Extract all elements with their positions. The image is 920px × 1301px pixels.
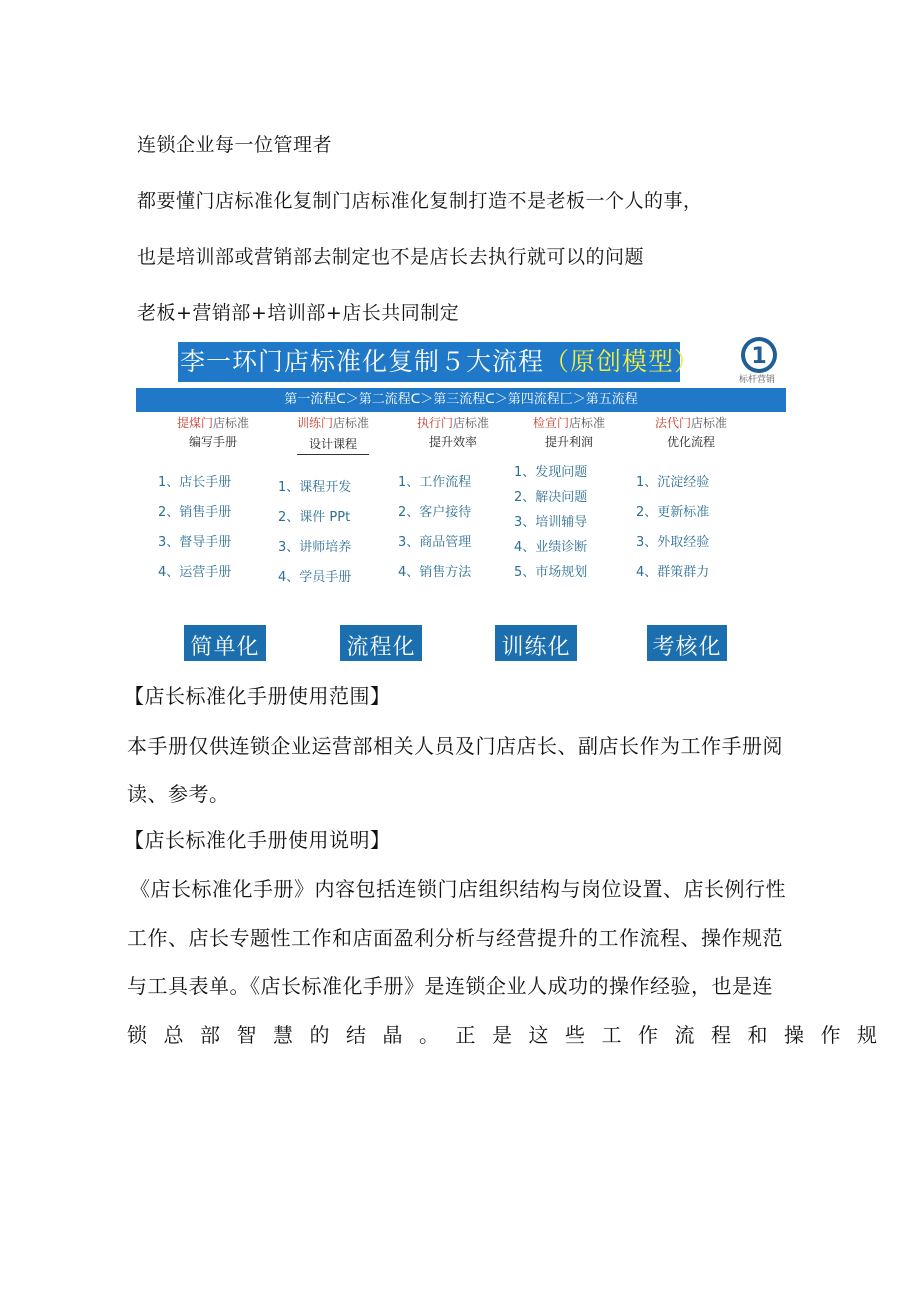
column-1 [158, 414, 268, 588]
column-sub: 优化流程 [666, 435, 715, 449]
section2-line-4: 锁总部智慧的结晶。正是这些工作流程和操作规 [127, 1023, 894, 1047]
list-item: 3、督导手册 [158, 535, 232, 550]
section2-heading: 【店长标准化手册使用说明】 [124, 828, 391, 852]
column-head: 提煤门店标准 [176, 416, 250, 430]
column-sub: 提升效率 [428, 435, 477, 449]
list-item: 1、课程开发 [278, 480, 352, 495]
column-5 [636, 414, 746, 588]
column-head: 执行门店标准 [416, 416, 490, 430]
list-item: 5、市场规划 [514, 565, 588, 580]
process-diagram [136, 336, 786, 661]
list-item: 4、群策群力 [636, 565, 710, 580]
column-head: 训练门店标准 [296, 416, 370, 430]
badge-assessment: 考核化 [647, 625, 727, 661]
intro-line-3: 也是培训部或营销部去制定也不是店长去执行就可以的问题 [137, 246, 645, 268]
flow-bar: 第一流程ᑕ＞第二流程ᑕ＞第三流程ᑕ＞第四流程匚＞第五流程 [136, 388, 786, 412]
list-item: 1、发现问题 [514, 465, 588, 480]
list-item: 3、讲师培养 [278, 540, 352, 555]
list-item: 2、课件 PPt [278, 510, 351, 525]
column-sub: 提升利润 [544, 435, 593, 449]
list-item: 3、商品管理 [398, 535, 472, 550]
section1-line-2: 读、参考。 [127, 782, 230, 806]
section2-line-2: 工作、店长专题性工作和店面盈利分析与经营提升的工作流程、操作规范 [127, 926, 783, 950]
list-item: 4、运营手册 [158, 565, 232, 580]
list-item: 2、销售手册 [158, 505, 232, 520]
column-2 [278, 414, 388, 593]
section1-line-1: 本手册仅供连锁企业运营部相关人员及门店店长、副店长作为工作手册阅 [127, 734, 783, 758]
badge-training: 训练化 [495, 625, 577, 661]
list-item: 4、学员手册 [278, 570, 352, 585]
list-item: 4、销售方法 [398, 565, 472, 580]
list-item: 3、外取经验 [636, 535, 710, 550]
intro-line-1: 连锁企业每一位管理者 [137, 134, 333, 156]
diagram-title [178, 342, 701, 382]
badge-process: 流程化 [340, 625, 422, 661]
section2-line-1: 《店长标准化手册》内容包括连锁门店组织结构与岗位设置、店长例行性 [130, 877, 786, 901]
column-3 [398, 414, 508, 588]
logo-caption: 标杆营销 [739, 375, 776, 385]
list-item: 1、沉淀经验 [636, 475, 710, 490]
logo-number: 1 [751, 344, 767, 369]
diagram-title-accent: （原创模型） [544, 347, 701, 376]
section1-heading: 【店长标准化手册使用范围】 [124, 684, 391, 708]
list-item: 2、客户接待 [398, 505, 472, 520]
list-item: 2、更新标准 [636, 505, 710, 520]
list-item: 1、店长手册 [158, 475, 232, 490]
badge-simplify: 简单化 [184, 625, 266, 661]
intro-line-4: 老板+营销部+培训部+店长共同制定 [137, 302, 460, 324]
list-item: 4、业绩诊断 [514, 540, 588, 555]
column-head: 法代门店标准 [654, 416, 728, 430]
diagram-title-main: 李一环门店标准化复制５大流程 [180, 347, 545, 376]
column-head: 检宣门店标准 [532, 416, 606, 430]
column-sub: 设计课程 [297, 435, 369, 455]
intro-line-2: 都要懂门店标准化复制门店标准化复制打造不是老板一个人的事， [137, 190, 703, 212]
list-item: 3、培训辅导 [514, 515, 588, 530]
list-item: 1、工作流程 [398, 475, 472, 490]
column-sub: 编写手册 [188, 435, 237, 449]
column-4 [514, 414, 624, 585]
section2-line-3: 与工具表单。《店长标准化手册》是连锁企业人成功的操作经验，也是连 [127, 974, 773, 998]
list-item: 2、解决问题 [514, 490, 588, 505]
